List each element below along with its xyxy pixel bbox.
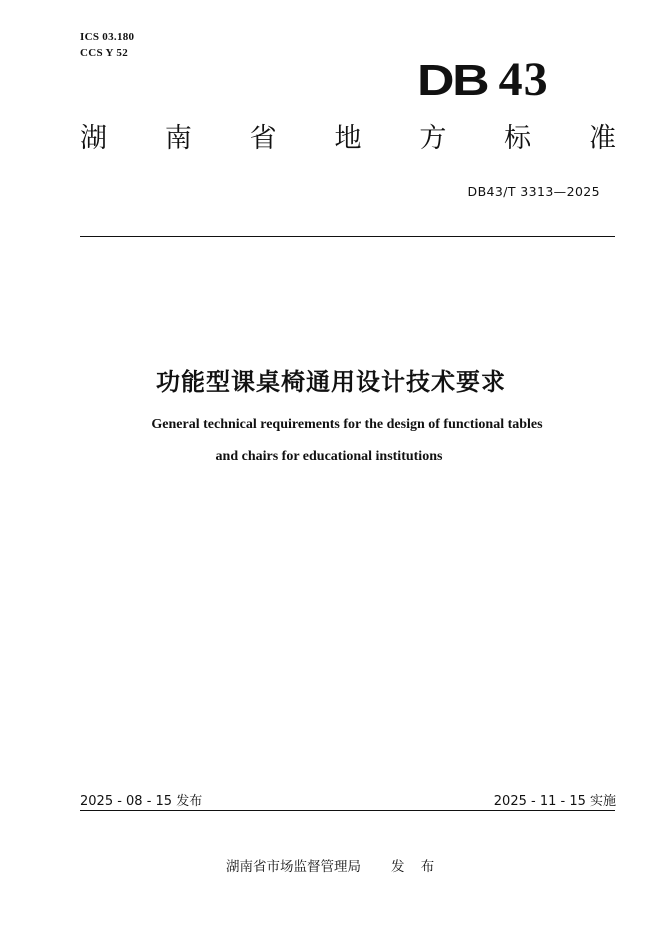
title-english-line-2: and chairs for educational institutions (215, 449, 443, 464)
issuer-name: 湖南省市场监督管理局 (226, 859, 361, 875)
standard-number: DB43/T 3313—2025 (467, 184, 600, 199)
db-logo-number: 43 (498, 53, 549, 106)
db43-logo (417, 53, 549, 106)
standard-kind-char: 湖 (80, 123, 107, 154)
db-logo-letters: DB (417, 56, 488, 105)
issue-date: 2025 - 08 - 15 发布 (80, 794, 203, 809)
ccs-code: CCS Y 52 (80, 47, 129, 59)
title-english-line-1: General technical requirements for the design of functional tables (151, 417, 543, 432)
top-divider (80, 236, 615, 237)
ics-code: ICS 03.180 (80, 31, 135, 43)
standard-kind-heading (80, 125, 616, 152)
standard-kind-char: 地 (334, 123, 362, 154)
standard-kind-char: 方 (419, 123, 447, 154)
title-chinese: 功能型课桌椅通用设计技术要求 (156, 368, 506, 396)
standard-kind-char: 南 (164, 123, 192, 154)
standard-kind-char: 准 (588, 123, 616, 154)
standard-kind-char: 标 (504, 123, 532, 154)
implementation-date: 2025 - 11 - 15 实施 (493, 794, 616, 809)
standard-kind-char: 省 (249, 123, 277, 154)
bottom-divider (80, 810, 615, 811)
issuer-action: 发 布 (391, 859, 441, 875)
issuer-line (226, 855, 440, 875)
